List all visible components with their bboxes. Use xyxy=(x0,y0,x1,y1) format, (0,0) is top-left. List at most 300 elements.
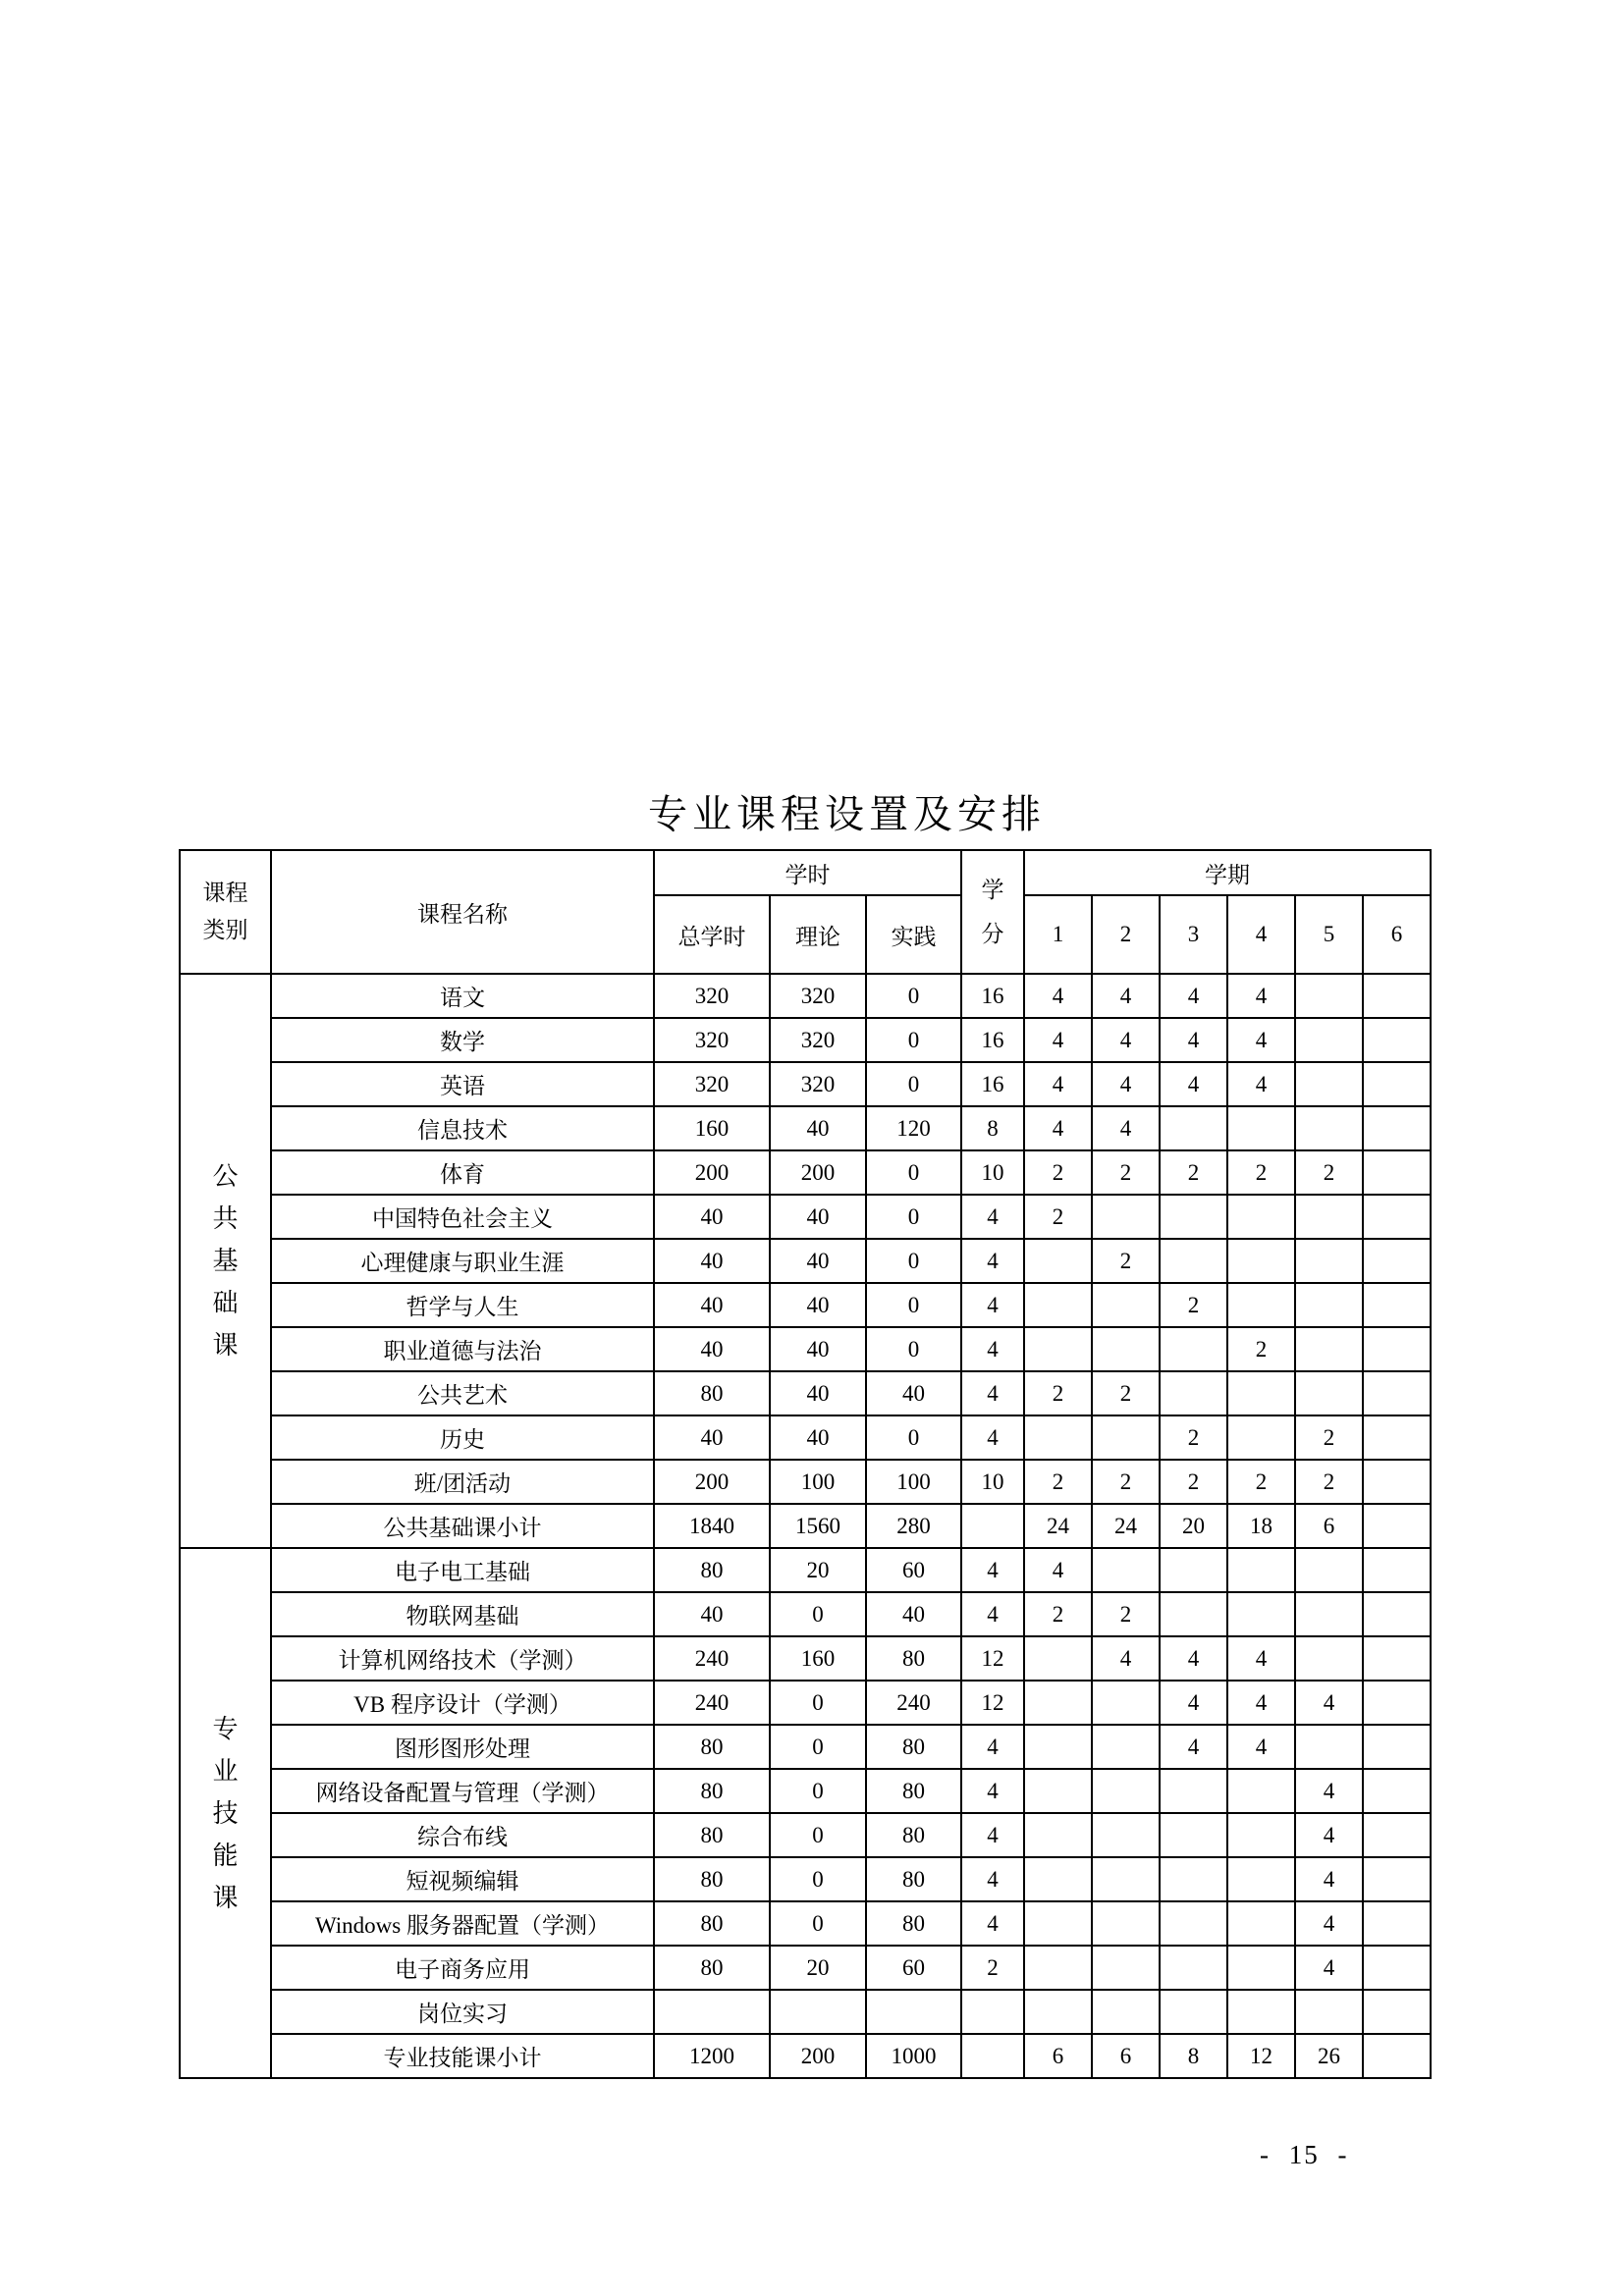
semester-1-cell: 2 xyxy=(1024,1371,1092,1415)
semester-5-cell xyxy=(1295,1725,1363,1769)
semester-4-cell xyxy=(1227,1901,1295,1946)
practice-hours-cell: 80 xyxy=(866,1901,961,1946)
table-row xyxy=(180,1106,1431,1150)
semester-2-cell xyxy=(1092,1813,1160,1857)
header-semester-6: 6 xyxy=(1363,895,1431,974)
total-hours-cell: 40 xyxy=(654,1327,770,1371)
theory-hours-cell: 20 xyxy=(770,1946,866,1990)
semester-6-cell xyxy=(1363,1636,1431,1681)
semester-4-cell: 18 xyxy=(1227,1504,1295,1548)
semester-3-cell: 2 xyxy=(1160,1150,1227,1195)
course-name-cell: 电子商务应用 xyxy=(271,1946,654,1990)
credits-cell: 16 xyxy=(961,1018,1024,1062)
semester-1-cell xyxy=(1024,1990,1092,2034)
credits-cell: 16 xyxy=(961,1062,1024,1106)
semester-6-cell xyxy=(1363,1239,1431,1283)
semester-4-cell xyxy=(1227,1769,1295,1813)
semester-1-cell xyxy=(1024,1239,1092,1283)
semester-2-cell: 2 xyxy=(1092,1239,1160,1283)
semester-5-cell: 2 xyxy=(1295,1460,1363,1504)
practice-hours-cell: 240 xyxy=(866,1681,961,1725)
theory-hours-cell: 160 xyxy=(770,1636,866,1681)
course-name-cell: 公共艺术 xyxy=(271,1371,654,1415)
practice-hours-cell: 0 xyxy=(866,1283,961,1327)
semester-6-cell xyxy=(1363,1946,1431,1990)
semester-2-cell: 4 xyxy=(1092,974,1160,1018)
semester-4-cell xyxy=(1227,1548,1295,1592)
semester-2-cell: 4 xyxy=(1092,1636,1160,1681)
theory-hours-cell: 1560 xyxy=(770,1504,866,1548)
semester-5-cell xyxy=(1295,1592,1363,1636)
total-hours-cell xyxy=(654,1990,770,2034)
credits-cell xyxy=(961,2034,1024,2078)
semester-5-cell xyxy=(1295,974,1363,1018)
course-table xyxy=(179,849,1432,2079)
semester-5-cell xyxy=(1295,1106,1363,1150)
semester-2-cell: 2 xyxy=(1092,1460,1160,1504)
semester-2-cell: 2 xyxy=(1092,1592,1160,1636)
total-hours-cell: 200 xyxy=(654,1460,770,1504)
semester-3-cell xyxy=(1160,1327,1227,1371)
credits-cell: 4 xyxy=(961,1283,1024,1327)
semester-1-cell xyxy=(1024,1813,1092,1857)
semester-4-cell xyxy=(1227,1857,1295,1901)
credits-cell: 4 xyxy=(961,1901,1024,1946)
semester-2-cell xyxy=(1092,1327,1160,1371)
semester-5-cell xyxy=(1295,1239,1363,1283)
practice-hours-cell: 0 xyxy=(866,1195,961,1239)
semester-4-cell xyxy=(1227,1283,1295,1327)
semester-1-cell xyxy=(1024,1283,1092,1327)
semester-3-cell xyxy=(1160,1106,1227,1150)
semester-4-cell: 12 xyxy=(1227,2034,1295,2078)
semester-1-cell xyxy=(1024,1725,1092,1769)
credits-cell: 12 xyxy=(961,1636,1024,1681)
semester-2-cell xyxy=(1092,1548,1160,1592)
theory-hours-cell: 0 xyxy=(770,1813,866,1857)
table-header-row-1 xyxy=(180,850,1431,895)
theory-hours-cell: 40 xyxy=(770,1327,866,1371)
header-semester-4: 4 xyxy=(1227,895,1295,974)
table-row xyxy=(180,2034,1431,2078)
practice-hours-cell: 0 xyxy=(866,1327,961,1371)
semester-2-cell xyxy=(1092,1990,1160,2034)
page-number: - 15 - xyxy=(1260,2140,1349,2169)
semester-1-cell xyxy=(1024,1901,1092,1946)
semester-4-cell xyxy=(1227,1990,1295,2034)
theory-hours-cell: 40 xyxy=(770,1371,866,1415)
practice-hours-cell: 280 xyxy=(866,1504,961,1548)
header-practice: 实践 xyxy=(866,895,961,974)
page-title: 专业课程设置及安排 xyxy=(648,792,1046,836)
semester-2-cell xyxy=(1092,1857,1160,1901)
table-row xyxy=(180,974,1431,1018)
header-theory: 理论 xyxy=(770,895,866,974)
semester-5-cell: 4 xyxy=(1295,1813,1363,1857)
semester-6-cell xyxy=(1363,1813,1431,1857)
credits-cell: 4 xyxy=(961,1195,1024,1239)
total-hours-cell: 240 xyxy=(654,1681,770,1725)
semester-3-cell xyxy=(1160,1813,1227,1857)
credits-cell: 4 xyxy=(961,1239,1024,1283)
course-name-cell: 物联网基础 xyxy=(271,1592,654,1636)
course-name-cell: 哲学与人生 xyxy=(271,1283,654,1327)
header-credits-char1: 学 xyxy=(981,878,1004,902)
total-hours-cell: 80 xyxy=(654,1371,770,1415)
semester-5-cell xyxy=(1295,1548,1363,1592)
practice-hours-cell: 80 xyxy=(866,1725,961,1769)
total-hours-cell: 40 xyxy=(654,1195,770,1239)
practice-hours-cell: 60 xyxy=(866,1548,961,1592)
semester-4-cell xyxy=(1227,1946,1295,1990)
course-name-cell: 计算机网络技术（学测） xyxy=(271,1636,654,1681)
semester-3-cell xyxy=(1160,1990,1227,2034)
course-name-cell: 数学 xyxy=(271,1018,654,1062)
table-row xyxy=(180,1548,1431,1592)
practice-hours-cell: 40 xyxy=(866,1592,961,1636)
semester-3-cell xyxy=(1160,1946,1227,1990)
total-hours-cell: 80 xyxy=(654,1725,770,1769)
semester-5-cell xyxy=(1295,1283,1363,1327)
course-name-cell: 中国特色社会主义 xyxy=(271,1195,654,1239)
credits-cell: 4 xyxy=(961,1327,1024,1371)
theory-hours-cell: 40 xyxy=(770,1283,866,1327)
semester-5-cell xyxy=(1295,1990,1363,2034)
total-hours-cell: 80 xyxy=(654,1946,770,1990)
semester-1-cell xyxy=(1024,1681,1092,1725)
semester-4-cell: 4 xyxy=(1227,1681,1295,1725)
semester-5-cell xyxy=(1295,1195,1363,1239)
credits-cell: 10 xyxy=(961,1460,1024,1504)
theory-hours-cell: 40 xyxy=(770,1415,866,1460)
course-name-cell: 岗位实习 xyxy=(271,1990,654,2034)
table-row xyxy=(180,1460,1431,1504)
credits-cell: 4 xyxy=(961,1769,1024,1813)
theory-hours-cell: 320 xyxy=(770,1018,866,1062)
semester-1-cell xyxy=(1024,1857,1092,1901)
practice-hours-cell: 0 xyxy=(866,1415,961,1460)
course-name-cell: 班/团活动 xyxy=(271,1460,654,1504)
semester-5-cell: 4 xyxy=(1295,1901,1363,1946)
course-name-cell: 短视频编辑 xyxy=(271,1857,654,1901)
semester-3-cell: 4 xyxy=(1160,1681,1227,1725)
course-name-cell: VB 程序设计（学测） xyxy=(271,1681,654,1725)
semester-1-cell: 4 xyxy=(1024,974,1092,1018)
semester-6-cell xyxy=(1363,2034,1431,2078)
credits-cell: 12 xyxy=(961,1681,1024,1725)
total-hours-cell: 240 xyxy=(654,1636,770,1681)
semester-6-cell xyxy=(1363,1592,1431,1636)
semester-3-cell xyxy=(1160,1592,1227,1636)
semester-4-cell xyxy=(1227,1239,1295,1283)
semester-1-cell: 24 xyxy=(1024,1504,1092,1548)
total-hours-cell: 80 xyxy=(654,1901,770,1946)
credits-cell: 4 xyxy=(961,1415,1024,1460)
semester-2-cell xyxy=(1092,1195,1160,1239)
semester-5-cell xyxy=(1295,1636,1363,1681)
course-name-cell: 英语 xyxy=(271,1062,654,1106)
practice-hours-cell: 40 xyxy=(866,1371,961,1415)
table-row xyxy=(180,1901,1431,1946)
semester-3-cell xyxy=(1160,1901,1227,1946)
header-total-hours: 总学时 xyxy=(654,895,770,974)
practice-hours-cell: 0 xyxy=(866,1018,961,1062)
semester-3-cell: 4 xyxy=(1160,1636,1227,1681)
semester-1-cell: 2 xyxy=(1024,1150,1092,1195)
table-row xyxy=(180,1725,1431,1769)
theory-hours-cell: 200 xyxy=(770,2034,866,2078)
theory-hours-cell: 0 xyxy=(770,1857,866,1901)
header-category-line2: 类别 xyxy=(202,918,248,942)
semester-4-cell xyxy=(1227,1592,1295,1636)
semester-3-cell: 2 xyxy=(1160,1283,1227,1327)
semester-1-cell: 4 xyxy=(1024,1548,1092,1592)
semester-2-cell xyxy=(1092,1725,1160,1769)
semester-4-cell: 4 xyxy=(1227,1725,1295,1769)
semester-4-cell: 4 xyxy=(1227,1018,1295,1062)
practice-hours-cell: 1000 xyxy=(866,2034,961,2078)
semester-6-cell xyxy=(1363,1681,1431,1725)
credits-cell: 10 xyxy=(961,1150,1024,1195)
credits-cell: 4 xyxy=(961,1548,1024,1592)
table-row xyxy=(180,1769,1431,1813)
semester-5-cell xyxy=(1295,1371,1363,1415)
semester-6-cell xyxy=(1363,1371,1431,1415)
practice-hours-cell: 0 xyxy=(866,974,961,1018)
theory-hours-cell: 200 xyxy=(770,1150,866,1195)
semester-1-cell: 2 xyxy=(1024,1592,1092,1636)
semester-6-cell xyxy=(1363,1548,1431,1592)
practice-hours-cell: 0 xyxy=(866,1150,961,1195)
course-name-cell: 公共基础课小计 xyxy=(271,1504,654,1548)
header-category xyxy=(180,850,271,974)
semester-3-cell: 4 xyxy=(1160,1062,1227,1106)
theory-hours-cell: 320 xyxy=(770,974,866,1018)
table-row xyxy=(180,1636,1431,1681)
semester-4-cell xyxy=(1227,1813,1295,1857)
table-row xyxy=(180,1813,1431,1857)
header-credits xyxy=(961,850,1024,974)
semester-6-cell xyxy=(1363,1725,1431,1769)
total-hours-cell: 320 xyxy=(654,1018,770,1062)
table-row xyxy=(180,1990,1431,2034)
total-hours-cell: 1840 xyxy=(654,1504,770,1548)
total-hours-cell: 320 xyxy=(654,974,770,1018)
semester-6-cell xyxy=(1363,974,1431,1018)
table-row xyxy=(180,1283,1431,1327)
header-semester-1: 1 xyxy=(1024,895,1092,974)
practice-hours-cell: 120 xyxy=(866,1106,961,1150)
practice-hours-cell: 80 xyxy=(866,1636,961,1681)
semester-6-cell xyxy=(1363,1062,1431,1106)
table-row xyxy=(180,1327,1431,1371)
course-name-cell: 职业道德与法治 xyxy=(271,1327,654,1371)
course-name-cell: 电子电工基础 xyxy=(271,1548,654,1592)
semester-2-cell xyxy=(1092,1769,1160,1813)
total-hours-cell: 1200 xyxy=(654,2034,770,2078)
course-name-cell: Windows 服务器配置（学测） xyxy=(271,1901,654,1946)
course-name-cell: 综合布线 xyxy=(271,1813,654,1857)
theory-hours-cell: 0 xyxy=(770,1725,866,1769)
semester-4-cell xyxy=(1227,1195,1295,1239)
total-hours-cell: 80 xyxy=(654,1813,770,1857)
total-hours-cell: 40 xyxy=(654,1239,770,1283)
credits-cell: 4 xyxy=(961,1592,1024,1636)
semester-2-cell: 6 xyxy=(1092,2034,1160,2078)
semester-3-cell xyxy=(1160,1548,1227,1592)
semester-2-cell: 24 xyxy=(1092,1504,1160,1548)
table-row xyxy=(180,1018,1431,1062)
category-vertical-label: 专 业 技 能 课 xyxy=(212,1714,239,1912)
theory-hours-cell: 20 xyxy=(770,1548,866,1592)
credits-cell xyxy=(961,1504,1024,1548)
course-name-cell: 历史 xyxy=(271,1415,654,1460)
semester-5-cell xyxy=(1295,1062,1363,1106)
table-row xyxy=(180,1592,1431,1636)
semester-3-cell xyxy=(1160,1195,1227,1239)
total-hours-cell: 40 xyxy=(654,1283,770,1327)
practice-hours-cell: 0 xyxy=(866,1239,961,1283)
semester-5-cell: 2 xyxy=(1295,1150,1363,1195)
category-vertical-label: 公 共 基 础 课 xyxy=(212,1162,239,1360)
credits-cell: 4 xyxy=(961,1813,1024,1857)
header-semester-5: 5 xyxy=(1295,895,1363,974)
semester-5-cell xyxy=(1295,1327,1363,1371)
semester-6-cell xyxy=(1363,1150,1431,1195)
semester-6-cell xyxy=(1363,1106,1431,1150)
course-name-cell: 图形图形处理 xyxy=(271,1725,654,1769)
theory-hours-cell: 40 xyxy=(770,1239,866,1283)
semester-6-cell xyxy=(1363,1195,1431,1239)
theory-hours-cell: 40 xyxy=(770,1195,866,1239)
total-hours-cell: 80 xyxy=(654,1769,770,1813)
semester-2-cell: 2 xyxy=(1092,1371,1160,1415)
semester-6-cell xyxy=(1363,1415,1431,1460)
credits-cell: 8 xyxy=(961,1106,1024,1150)
semester-3-cell: 4 xyxy=(1160,974,1227,1018)
semester-2-cell: 4 xyxy=(1092,1062,1160,1106)
semester-4-cell: 4 xyxy=(1227,974,1295,1018)
semester-3-cell xyxy=(1160,1371,1227,1415)
semester-1-cell: 6 xyxy=(1024,2034,1092,2078)
header-semester-group: 学期 xyxy=(1024,850,1431,895)
semester-5-cell: 4 xyxy=(1295,1857,1363,1901)
practice-hours-cell xyxy=(866,1990,961,2034)
semester-5-cell: 2 xyxy=(1295,1415,1363,1460)
table-row xyxy=(180,1371,1431,1415)
table-row xyxy=(180,1946,1431,1990)
semester-3-cell xyxy=(1160,1857,1227,1901)
practice-hours-cell: 80 xyxy=(866,1813,961,1857)
credits-cell: 4 xyxy=(961,1725,1024,1769)
header-semester-3: 3 xyxy=(1160,895,1227,974)
semester-4-cell: 2 xyxy=(1227,1150,1295,1195)
semester-6-cell xyxy=(1363,1018,1431,1062)
total-hours-cell: 160 xyxy=(654,1106,770,1150)
semester-5-cell: 4 xyxy=(1295,1946,1363,1990)
practice-hours-cell: 80 xyxy=(866,1857,961,1901)
semester-2-cell: 4 xyxy=(1092,1018,1160,1062)
course-name-cell: 信息技术 xyxy=(271,1106,654,1150)
theory-hours-cell: 100 xyxy=(770,1460,866,1504)
semester-2-cell xyxy=(1092,1946,1160,1990)
semester-1-cell xyxy=(1024,1415,1092,1460)
theory-hours-cell: 0 xyxy=(770,1769,866,1813)
semester-1-cell xyxy=(1024,1327,1092,1371)
semester-1-cell xyxy=(1024,1769,1092,1813)
category-cell-public-basic xyxy=(180,974,271,1548)
semester-1-cell: 4 xyxy=(1024,1062,1092,1106)
semester-2-cell: 4 xyxy=(1092,1106,1160,1150)
table-row xyxy=(180,1195,1431,1239)
table-row xyxy=(180,1681,1431,1725)
credits-cell xyxy=(961,1990,1024,2034)
credits-cell: 4 xyxy=(961,1857,1024,1901)
semester-1-cell xyxy=(1024,1636,1092,1681)
practice-hours-cell: 100 xyxy=(866,1460,961,1504)
semester-4-cell xyxy=(1227,1415,1295,1460)
semester-2-cell xyxy=(1092,1415,1160,1460)
theory-hours-cell: 0 xyxy=(770,1681,866,1725)
course-name-cell: 专业技能课小计 xyxy=(271,2034,654,2078)
semester-4-cell: 4 xyxy=(1227,1636,1295,1681)
semester-1-cell: 2 xyxy=(1024,1195,1092,1239)
course-name-cell: 语文 xyxy=(271,974,654,1018)
semester-4-cell: 2 xyxy=(1227,1327,1295,1371)
credits-cell: 2 xyxy=(961,1946,1024,1990)
semester-4-cell xyxy=(1227,1371,1295,1415)
semester-4-cell: 4 xyxy=(1227,1062,1295,1106)
practice-hours-cell: 60 xyxy=(866,1946,961,1990)
table-row xyxy=(180,1857,1431,1901)
semester-2-cell xyxy=(1092,1283,1160,1327)
semester-6-cell xyxy=(1363,1769,1431,1813)
semester-3-cell: 8 xyxy=(1160,2034,1227,2078)
table-row xyxy=(180,1150,1431,1195)
semester-6-cell xyxy=(1363,1857,1431,1901)
semester-2-cell xyxy=(1092,1681,1160,1725)
total-hours-cell: 200 xyxy=(654,1150,770,1195)
table-row xyxy=(180,1239,1431,1283)
header-credits-char2: 分 xyxy=(981,922,1004,946)
semester-3-cell xyxy=(1160,1769,1227,1813)
course-name-cell: 网络设备配置与管理（学测） xyxy=(271,1769,654,1813)
semester-2-cell: 2 xyxy=(1092,1150,1160,1195)
theory-hours-cell: 40 xyxy=(770,1106,866,1150)
semester-3-cell xyxy=(1160,1239,1227,1283)
credits-cell: 16 xyxy=(961,974,1024,1018)
semester-6-cell xyxy=(1363,1460,1431,1504)
semester-6-cell xyxy=(1363,1327,1431,1371)
semester-6-cell xyxy=(1363,1901,1431,1946)
semester-5-cell: 26 xyxy=(1295,2034,1363,2078)
category-cell-professional-skills xyxy=(180,1548,271,2078)
table-row xyxy=(180,1504,1431,1548)
course-table-body xyxy=(180,850,1431,2078)
semester-3-cell: 2 xyxy=(1160,1460,1227,1504)
semester-2-cell xyxy=(1092,1901,1160,1946)
semester-1-cell xyxy=(1024,1946,1092,1990)
total-hours-cell: 320 xyxy=(654,1062,770,1106)
semester-3-cell: 2 xyxy=(1160,1415,1227,1460)
semester-4-cell xyxy=(1227,1106,1295,1150)
table-row xyxy=(180,1062,1431,1106)
header-course-name: 课程名称 xyxy=(271,850,654,974)
total-hours-cell: 40 xyxy=(654,1415,770,1460)
header-category-line1: 课程 xyxy=(202,881,248,905)
table-row xyxy=(180,1415,1431,1460)
course-name-cell: 体育 xyxy=(271,1150,654,1195)
